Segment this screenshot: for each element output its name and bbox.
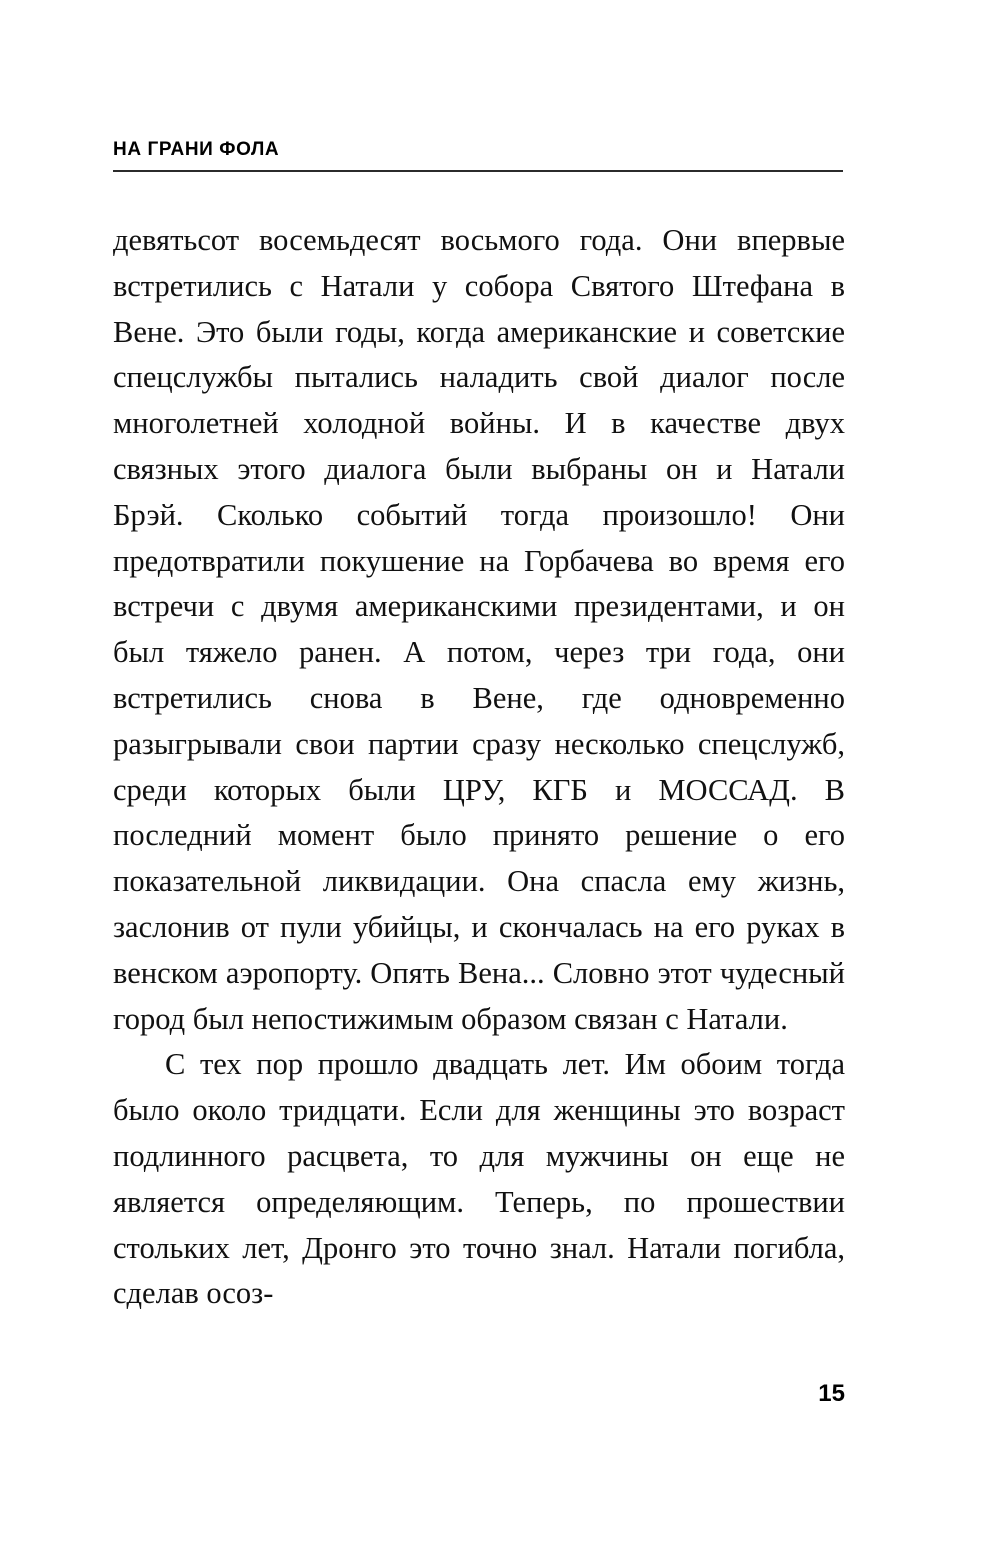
- page-number: 15: [818, 1380, 845, 1407]
- page-body: [113, 218, 845, 1317]
- paragraph: девятьсот восемьдесят восьмого года. Они впервые встретились с Натали у собора Святого Штефана в Вене. Это были годы, когда американские и советские спецслужбы пытались наладить свой диалог после многолетней холодной войны. И в качестве двух связных этого диалога были выбраны он и Натали Брэй. Сколько событий тогда произошло! Они предотвратили покушение на Горбачева во время его встречи с двумя американскими президентами, и он был тяжело ранен. А потом, через три года, они встретились снова в Вене, где одновременно разыгрывали свои партии сразу несколько спецслужб, среди которых были ЦРУ, КГБ и МОССАД. В последний момент было принято решение о его показательной ликвидации. Она спасла ему жизнь, заслонив от пули убийцы, и скончалась на его руках в венском аэропорту. Опять Вена... Словно этот чудесный город был непостижимым образом связан с Натали.: [113, 223, 845, 1036]
- running-title: НА ГРАНИ ФОЛА: [113, 139, 280, 160]
- paragraph: С тех пор прошло двадцать лет. Им обоим тогда было около тридцати. Если для женщины это возраст подлинного расцвета, то для мужчины он еще не является определяющим. Теперь, по прошествии стольких лет, Дронго это точно знал. Натали погибла, сделав осоз-: [113, 1047, 845, 1311]
- page-header: [113, 140, 843, 172]
- header-divider: [113, 170, 843, 172]
